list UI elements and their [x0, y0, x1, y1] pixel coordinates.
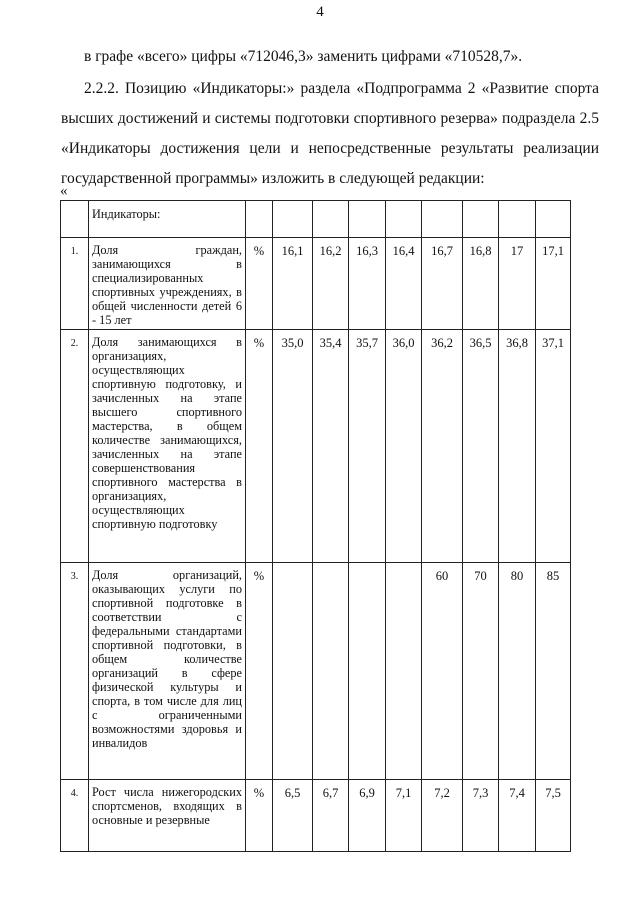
- table-row: [61, 238, 571, 330]
- opening-quote-mark: «: [60, 183, 68, 199]
- value-cell: [313, 563, 349, 780]
- value-cell: [349, 563, 386, 780]
- value-cell: 70: [463, 563, 499, 780]
- unit-cell: %: [246, 563, 273, 780]
- value-cell: 37,1: [536, 330, 571, 563]
- value-cell: 6,5: [273, 780, 313, 852]
- unit-cell: %: [246, 238, 273, 330]
- indicators-table: [60, 200, 571, 852]
- table-header-row: [61, 201, 571, 238]
- paragraph-replace-figures: в графе «всего» цифры «712046,3» заменить цифрами «710528,7».: [84, 48, 523, 65]
- value-cell: 7,1: [386, 780, 422, 852]
- value-cell: 85: [536, 563, 571, 780]
- value-cell: 16,1: [273, 238, 313, 330]
- header-label: Индикаторы:: [89, 201, 246, 238]
- value-cell: 60: [422, 563, 463, 780]
- row-number: 4.: [61, 780, 89, 852]
- value-cell: 36,8: [499, 330, 536, 563]
- value-cell: 7,3: [463, 780, 499, 852]
- paragraph-indicators-edit: 2.2.2. Позицию «Индикаторы:» раздела «Подпрограмма 2 «Развитие спорта высших достижений и системы подготовки спортивного резерва» подраздела 2.5 «Индикаторы достижения цели и непосредственные результаты реализации государственной программы» изложить в следующей редакции:: [61, 80, 599, 187]
- indicator-text: Доля граждан, занимающихся в специализированных спортивных учреждениях, в общей численности детей 6 - 15 лет: [89, 238, 246, 330]
- row-number: 2.: [61, 330, 89, 563]
- value-cell: 36,5: [463, 330, 499, 563]
- value-cell: [386, 563, 422, 780]
- page-number: 4: [316, 4, 324, 20]
- value-cell: 16,4: [386, 238, 422, 330]
- table-row: [61, 330, 571, 563]
- value-cell: 35,4: [313, 330, 349, 563]
- value-cell: 35,7: [349, 330, 386, 563]
- value-cell: 7,2: [422, 780, 463, 852]
- unit-cell: %: [246, 780, 273, 852]
- table-row: [61, 563, 571, 780]
- value-cell: 6,9: [349, 780, 386, 852]
- value-cell: 7,4: [499, 780, 536, 852]
- value-cell: 36,2: [422, 330, 463, 563]
- value-cell: 16,2: [313, 238, 349, 330]
- value-cell: 36,0: [386, 330, 422, 563]
- value-cell: 35,0: [273, 330, 313, 563]
- indicator-text: Рост числа нижегородских спортсменов, входящих в основные и резервные: [89, 780, 246, 852]
- row-number: 3.: [61, 563, 89, 780]
- value-cell: [273, 563, 313, 780]
- value-cell: 16,8: [463, 238, 499, 330]
- row-number: 1.: [61, 238, 89, 330]
- value-cell: 17: [499, 238, 536, 330]
- indicator-text: Доля занимающихся в организациях, осуществляющих спортивную подготовку, и зачисленных на этапе высшего спортивного мастерства, в общем количестве занимающихся, зачисленных на этапе совершенствования спортивного мастерства в организациях, осуществляющих спортивную подготовку: [89, 330, 246, 563]
- value-cell: 80: [499, 563, 536, 780]
- value-cell: 16,7: [422, 238, 463, 330]
- value-cell: 17,1: [536, 238, 571, 330]
- value-cell: 16,3: [349, 238, 386, 330]
- value-cell: 6,7: [313, 780, 349, 852]
- indicator-text: Доля организаций, оказывающих услуги по спортивной подготовке в соответствии с федеральными стандартами спортивной подготовки, в общем количестве организаций в сфере физической культуры и спорта, в том числе для лиц с ограниченными возможностями здоровья и инвалидов: [89, 563, 246, 780]
- unit-cell: %: [246, 330, 273, 563]
- table-row: [61, 780, 571, 852]
- value-cell: 7,5: [536, 780, 571, 852]
